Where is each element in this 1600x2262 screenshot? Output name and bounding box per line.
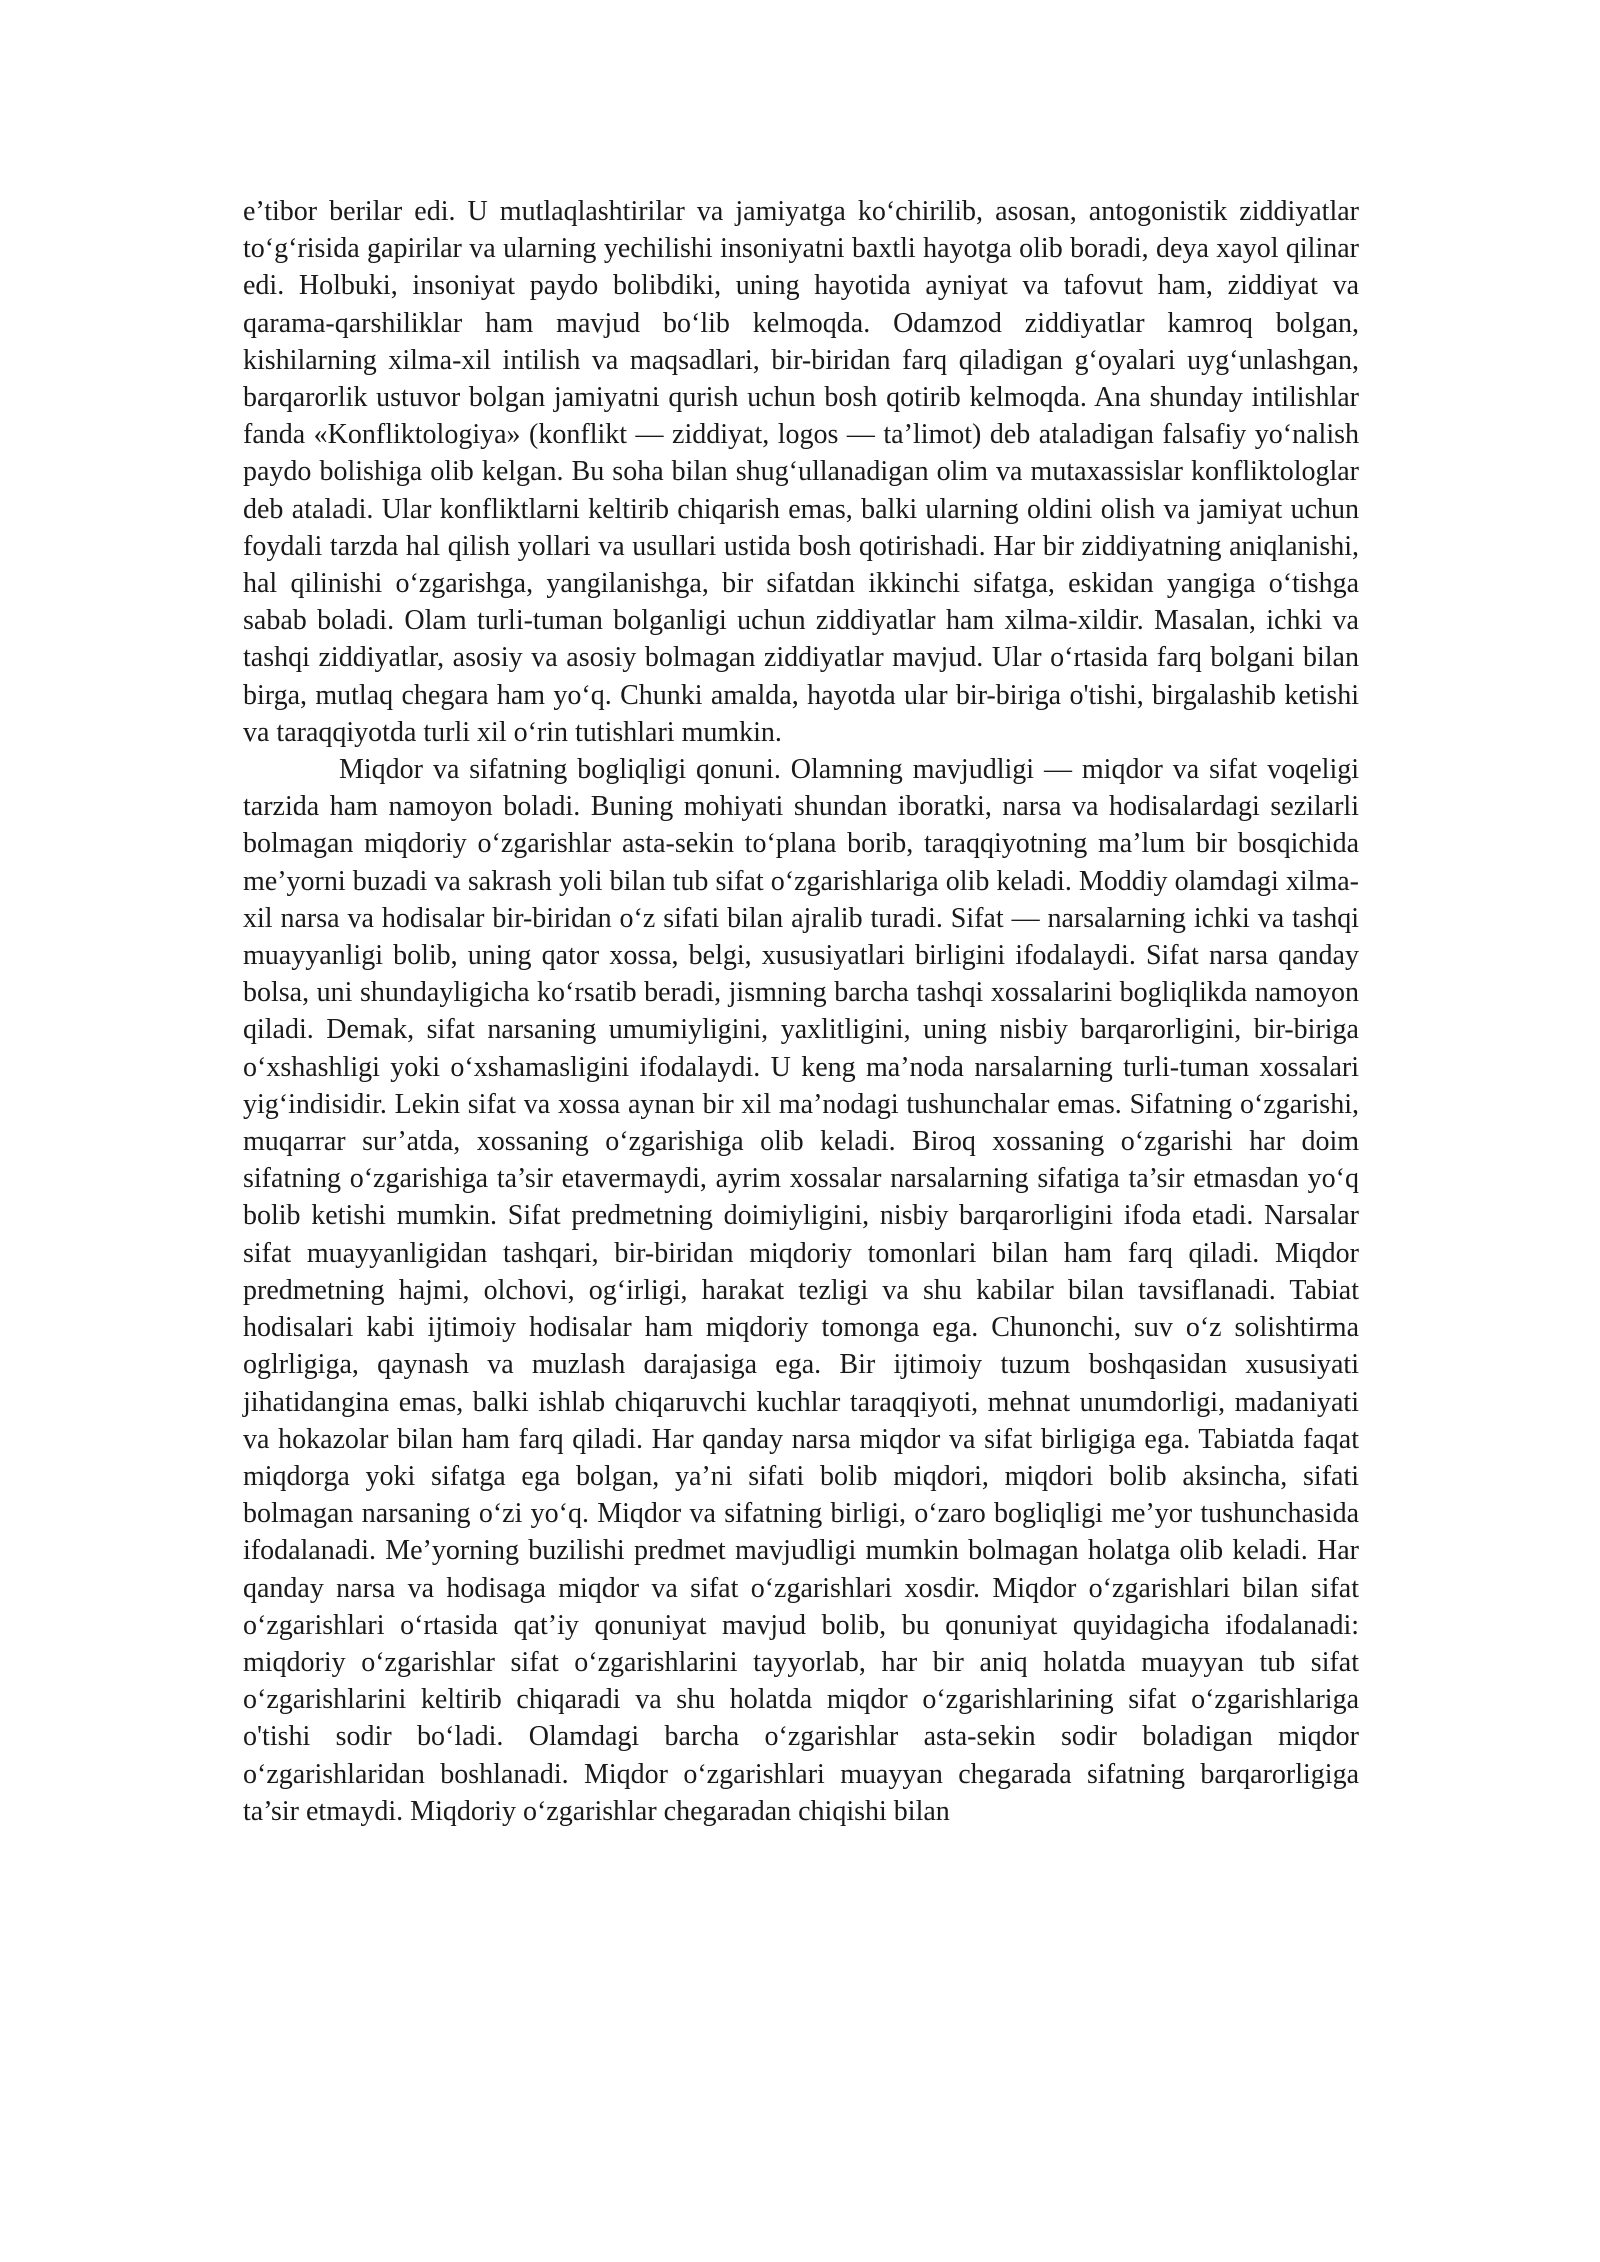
- document-page: [243, 193, 1359, 1830]
- paragraph-conflict-contradictions: e’tibor berilar edi. U mutlaqlashtirilar va jamiyatga ko‘chirilib, asosan, antogonistik ziddiyatlar to‘g‘risida gapirilar va ularning yechilishi insoniyatni baxtli hayotga olib boradi, deya xayol qilinar edi. Holbuki, insoniyat paydo bolibdiki, uning hayotida ayniyat va tafovut ham, ziddiyat va qarama-qarshiliklar ham mavjud bo‘lib kelmoqda. Odamzod ziddiyatlar kamroq bolgan, kishilarning xilma-xil intilish va maqsadlari, bir-biridan farq qiladigan g‘oyalari uyg‘unlashgan, barqarorlik ustuvor bolgan jamiyatni qurish uchun bosh qotirib kelmoqda. Ana shunday intilishlar fanda «Konfliktologiya» (konflikt — ziddiyat, logos — ta’limot) deb ataladigan falsafiy yo‘nalish paydo bolishiga olib kelgan. Bu soha bilan shug‘ullanadigan olim va mutaxassislar konfliktologlar deb ataladi. Ular konfliktlarni keltirib chiqarish emas, balki ularning oldini olish va jamiyat uchun foydali tarzda hal qilish yollari va usullari ustida bosh qotirishadi. Har bir ziddiyatning aniqlanishi, hal qilinishi o‘zgarishga, yangilanishga, bir sifatdan ikkinchi sifatga, eskidan yangiga o‘tishga sabab boladi. Olam turli-tuman bolganligi uchun ziddiyatlar ham xilma-xildir. Masalan, ichki va tashqi ziddiyatlar, asosiy va asosiy bolmagan ziddiyatlar mavjud. Ular o‘rtasida farq bolgani bilan birga, mutlaq chegara ham yo‘q. Chunki amalda, hayotda ular bir-biriga o'tishi, birgalashib ketishi va taraqqiyotda turli xil o‘rin tutishlari mumkin.: [243, 196, 1359, 748]
- paragraph-quantity-quality-law: Miqdor va sifatning bogliqligi qonuni. Olamning mavjudligi — miqdor va sifat voqeligi tarzida ham namoyon boladi. Buning mohiyati shundan iboratki, narsa va hodisalardagi sezilarli bolmagan miqdoriy o‘zgarishlar asta-sekin to‘plana borib, taraqqiyotning ma’lum bir bosqichida me’yorni buzadi va sakrash yoli bilan tub sifat o‘zgarishlariga olib keladi. Moddiy olamdagi xilma-xil narsa va hodisalar bir-biridan o‘z sifati bilan ajralib turadi. Sifat — narsalarning ichki va tashqi muayyanligi bolib, uning qator xossa, belgi, xususiyatlari birligini ifodalaydi. Sifat narsa qanday bolsa, uni shundayligicha ko‘rsatib beradi, jismning barcha tashqi xossalarini bogliqlikda namoyon qiladi. Demak, sifat narsaning umumiyligini, yaxlitligini, uning nisbiy barqarorligini, bir-biriga o‘xshashligi yoki o‘xshamasligini ifodalaydi. U keng ma’noda narsalarning turli-tuman xossalari yig‘indisidir. Lekin sifat va xossa aynan bir xil ma’nodagi tushunchalar emas. Sifatning o‘zgarishi, muqarrar sur’atda, xossaning o‘zgarishiga olib keladi. Biroq xossaning o‘zgarishi har doim sifatning o‘zgarishiga ta’sir etavermaydi, ayrim xossalar narsalarning sifatiga ta’sir etmasdan yo‘q bolib ketishi mumkin. Sifat predmetning doimiyligini, nisbiy barqarorligini ifoda etadi. Narsalar sifat muayyanligidan tashqari, bir-biridan miqdoriy tomonlari bilan ham farq qiladi. Miqdor predmetning hajmi, olchovi, og‘irligi, harakat tezligi va shu kabilar bilan tavsiflanadi. Tabiat hodisalari kabi ijtimoiy hodisalar ham miqdoriy tomonga ega. Chunonchi, suv o‘z solishtirma oglrligiga, qaynash va muzlash darajasiga ega. Bir ijtimoiy tuzum boshqasidan xususiyati jihatidangina emas, balki ishlab chiqaruvchi kuchlar taraqqiyoti, mehnat unumdorligi, madaniyati va hokazolar bilan ham farq qiladi. Har qanday narsa miqdor va sifat birligiga ega. Tabiatda faqat miqdorga yoki sifatga ega bolgan, ya’ni sifati bolib miqdori, miqdori bolib aksincha, sifati bolmagan narsaning o‘zi yo‘q. Miqdor va sifatning birligi, o‘zaro bogliqligi me’yor tushunchasida ifodalanadi. Me’yorning buzilishi predmet mavjudligi mumkin bolmagan holatga olib keladi. Har qanday narsa va hodisaga miqdor va sifat o‘zgarishlari xosdir. Miqdor o‘zgarishlari bilan sifat o‘zgarishlari o‘rtasida qat’iy qonuniyat mavjud bolib, bu qonuniyat quyidagicha ifodalanadi: miqdoriy o‘zgarishlar sifat o‘zgarishlarini tayyorlab, har bir aniq holatda muayyan tub sifat o‘zgarishlarini keltirib chiqaradi va shu holatda miqdor o‘zgarishlarining sifat o‘zgarishlariga o'tishi sodir bo‘ladi. Olamdagi barcha o‘zgarishlar asta-sekin sodir boladigan miqdor o‘zgarishlaridan boshlanadi. Miqdor o‘zgarishlari muayyan chegarada sifatning barqarorligiga ta’sir etmaydi. Miqdoriy o‘zgarishlar chegaradan chiqishi bilan: [243, 754, 1359, 1827]
